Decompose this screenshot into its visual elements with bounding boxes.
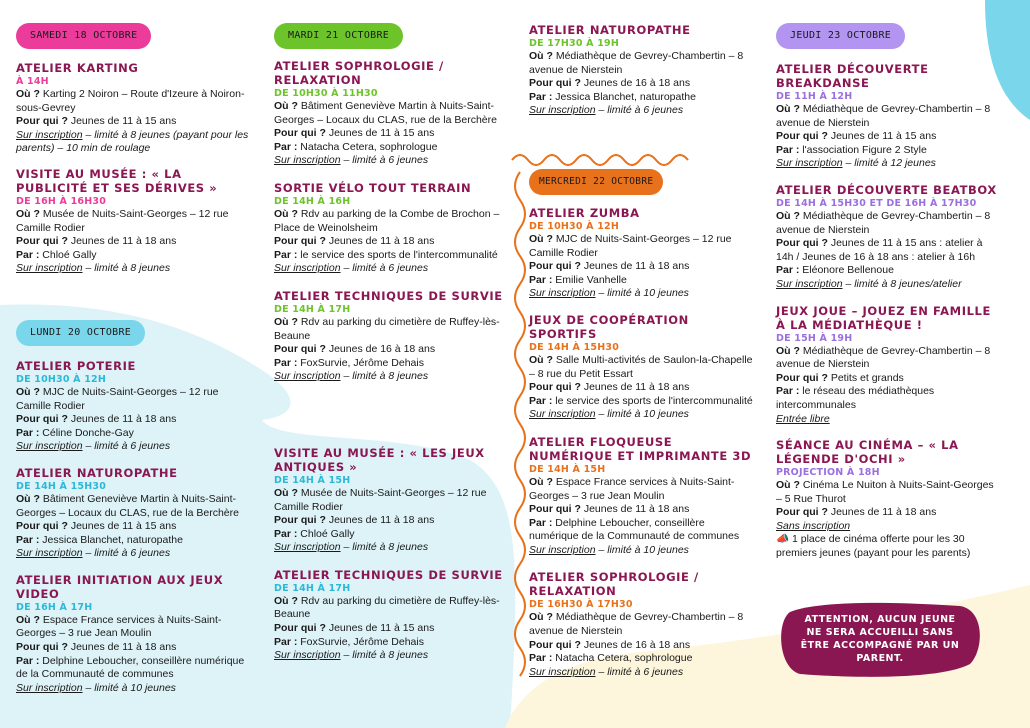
event-audience: Pour qui ? Jeunes de 11 à 15 ans <box>274 622 435 635</box>
orange-squiggle <box>515 172 525 676</box>
event-host: Par : le réseau des médiathèques intercommunales <box>776 385 935 411</box>
event-audience: Pour qui ? Jeunes de 11 à 18 ans <box>16 235 177 248</box>
day-badge-mercredi: MERCREDI 22 OCTOBRE <box>529 169 663 195</box>
event-location: Où ? Rdv au parking de la Combe de Brochon – Place de Weinolsheim <box>274 207 500 234</box>
event-time: DE 14H À 15H <box>529 463 606 475</box>
inscription-link[interactable]: Sur inscription <box>274 649 341 662</box>
event-card <box>529 435 753 558</box>
inscription-link[interactable]: Sur inscription <box>274 370 341 383</box>
event-registration: Sur inscription – limité à 10 jeunes <box>529 408 689 421</box>
event-time: À 14H <box>16 76 49 87</box>
event-audience: Pour qui ? Jeunes de 11 à 15 ans : atelier à 14h / Jeunes de 16 à 18 ans : atelier à 16h <box>776 237 983 263</box>
inscription-link[interactable]: Sur inscription <box>16 440 83 453</box>
event-card <box>274 59 506 168</box>
event-audience: Pour qui ? Jeunes de 11 à 18 ans <box>529 381 690 394</box>
event-audience: Pour qui ? Jeunes de 11 à 15 ans <box>776 130 937 143</box>
event-time: DE 15H À 19H <box>776 332 853 344</box>
event-card <box>529 313 753 422</box>
notice-text: ATTENTION, AUCUN JEUNE NE SERA ACCUEILLI SANS ÊTRE ACCOMPAGNÉ PAR UN PARENT. <box>800 614 960 664</box>
event-title: ATELIER DÉCOUVERTE BEATBOX <box>776 182 997 197</box>
event-location: Où ? Espace France services à Nuits-Saint-Georges – 3 rue Jean Moulin <box>16 613 222 640</box>
inscription-link[interactable]: Sur inscription <box>529 408 596 421</box>
event-time: DE 14H À 15H30 <box>16 480 107 492</box>
inscription-link[interactable]: Sur inscription <box>529 543 596 556</box>
day-badge-samedi: SAMEDI 18 OCTOBRE <box>16 23 151 49</box>
event-location: Où ? Bâtiment Geneviève Martin à Nuits-Saint-Georges – Locaux du CLAS, rue de la Berchère <box>274 100 497 126</box>
event-time: DE 14H À 15H <box>274 474 351 486</box>
event-audience: Pour qui ? Jeunes de 11 à 18 ans <box>529 260 690 273</box>
event-host: Par : Natacha Cetera, sophrologue <box>274 140 438 153</box>
event-location: Où ? MJC de Nuits-Saint-Georges – 12 rue Camille Rodier <box>529 232 732 259</box>
event-registration: Sur inscription – limité à 12 jeunes <box>776 157 936 170</box>
event-audience: Pour qui ? Jeunes de 11 à 18 ans <box>529 503 690 516</box>
column-3 <box>529 0 753 679</box>
event-host: Par : Delphine Leboucher, conseillère numérique de la Communauté de communes <box>16 654 245 681</box>
event-title: ATELIER ZUMBA <box>529 205 640 220</box>
event-card <box>274 289 506 384</box>
event-audience: Pour qui ? Jeunes de 11 à 18 ans <box>16 641 177 654</box>
event-registration: Sur inscription – limité à 6 jeunes <box>529 665 684 678</box>
event-card <box>776 304 998 427</box>
event-host: Par : Emilie Vanhelle <box>529 273 627 286</box>
event-host: Par : le service des sports de l'intercommunalité <box>529 394 753 407</box>
event-card <box>16 167 256 276</box>
event-location: Où ? Salle Multi-activités de Saulon-la-Chapelle – 8 rue du Petit Essart <box>529 353 753 380</box>
column-1 <box>16 0 256 695</box>
event-location: Où ? Médiathèque de Gevrey-Chambertin – 8 avenue de Nierstein <box>529 611 744 638</box>
event-registration: Sur inscription – limité à 10 jeunes <box>16 681 176 694</box>
cinema-offer-note: 📣 1 place de cinéma offerte pour les 30 premiers jeunes (payant pour les parents) <box>776 533 971 560</box>
event-host: Par : Jessica Blanchet, naturopathe <box>16 533 183 546</box>
event-registration: Sur inscription – limité à 6 jeunes <box>274 154 429 167</box>
event-card <box>776 438 998 561</box>
event-time: DE 14H À 15H30 <box>529 341 620 353</box>
event-location: Où ? Rdv au parking du cimetière de Ruffey-lès-Beaune <box>274 594 500 621</box>
event-title: ATELIER TECHNIQUES DE SURVIE <box>274 288 503 303</box>
column-4 <box>776 0 998 561</box>
event-audience: Pour qui ? Jeunes de 11 à 18 ans <box>16 413 177 426</box>
event-host: Par : Eléonore Bellenoue <box>776 264 894 277</box>
inscription-link[interactable]: Sur inscription <box>776 277 843 290</box>
event-registration <box>776 520 998 534</box>
inscription-link[interactable]: Sur inscription <box>529 104 596 117</box>
event-time: DE 14H À 17H <box>274 582 351 594</box>
event-card <box>16 466 256 561</box>
event-location: Où ? Cinéma Le Nuiton à Nuits-Saint-Georges – 5 Rue Thurot <box>776 479 994 505</box>
event-title: ATELIER DÉCOUVERTE BREAKDANSE <box>776 62 929 90</box>
event-card <box>776 183 998 292</box>
event-location: Où ? Bâtiment Geneviève Martin à Nuits-Saint-Georges – Locaux du CLAS, rue de la Berchère <box>16 492 239 519</box>
event-card <box>274 568 506 663</box>
event-audience: Pour qui ? Jeunes de 11 à 18 ans <box>274 235 435 248</box>
event-location: Où ? Espace France services à Nuits-Saint-Georges – 3 rue Jean Moulin <box>529 475 735 502</box>
inscription-link[interactable]: Sur inscription <box>274 154 341 167</box>
event-title: JEUX DE COOPÉRATION SPORTIFS <box>529 312 689 341</box>
event-time: DE 14H À 16H <box>274 195 351 207</box>
event-host: Par : Delphine Leboucher, conseillère numérique de la Communauté de communes <box>529 516 740 543</box>
event-registration: Sur inscription – limité à 6 jeunes <box>16 547 171 560</box>
event-host: Par : FoxSurvie, Jérôme Dehais <box>274 635 424 648</box>
event-card <box>529 206 753 301</box>
event-registration: Sur inscription – limité à 6 jeunes <box>529 104 684 117</box>
parent-notice <box>782 604 978 674</box>
event-location: Où ? Karting 2 Noiron – Route d'Izeure à Noiron-sous-Gevrey <box>16 88 245 114</box>
event-registration: Sur inscription – limité à 8 jeunes <box>274 649 429 662</box>
column-2 <box>274 0 506 663</box>
event-audience: Pour qui ? Petits et grands <box>776 371 904 384</box>
event-title: ATELIER POTERIE <box>16 358 136 373</box>
event-card <box>16 359 256 454</box>
event-location: Où ? MJC de Nuits-Saint-Georges – 12 rue Camille Rodier <box>16 385 219 412</box>
event-time: DE 16H À 16H30 <box>16 195 107 207</box>
day-badge-jeudi: JEUDI 23 OCTOBRE <box>776 23 905 49</box>
inscription-link[interactable]: Sur inscription <box>16 128 83 141</box>
event-registration: Sur inscription – limité à 8 jeunes <box>274 541 429 554</box>
event-location: Où ? Médiathèque de Gevrey-Chambertin – 8 avenue de Nierstein <box>776 103 991 129</box>
inscription-link[interactable]: Sur inscription <box>274 262 341 275</box>
event-audience: Pour qui ? Jeunes de 11 à 18 ans <box>274 514 435 527</box>
event-title: JEUX JOUE – JOUEZ EN FAMILLE À LA MÉDIATHÈQUE ! <box>776 303 991 332</box>
inscription-link[interactable]: Sur inscription <box>16 681 83 694</box>
event-audience: Pour qui ? Jeunes de 11 à 15 ans <box>16 520 177 533</box>
event-host: Par : le service des sports de l'intercommunalité <box>274 248 498 261</box>
event-time: DE 10H30 À 12H <box>529 220 620 232</box>
event-registration: Sur inscription – limité à 8 jeunes <box>16 262 171 275</box>
event-time: PROJECTION À 18H <box>776 467 880 479</box>
event-title: ATELIER KARTING <box>16 61 139 75</box>
event-time: DE 10H30 À 12H <box>16 373 107 385</box>
event-location: Où ? Rdv au parking du cimetière de Ruffey-lès-Beaune <box>274 315 500 342</box>
event-card <box>529 570 753 679</box>
event-audience: Pour qui ? Jeunes de 16 à 18 ans <box>529 77 691 90</box>
event-audience: Pour qui ? Jeunes de 16 à 18 ans <box>529 638 691 651</box>
event-host: Par : Chloé Gally <box>274 527 355 540</box>
entree-libre-label: Entrée libre <box>776 412 830 425</box>
event-location: Où ? Musée de Nuits-Saint-Georges – 12 rue Camille Rodier <box>16 207 229 234</box>
event-title: VISITE AU MUSÉE : « LA PUBLICITÉ ET SES DÉRIVES » <box>16 166 218 195</box>
event-registration: Sur inscription – limité à 8 jeunes/atelier <box>776 277 962 290</box>
inscription-link[interactable]: Sur inscription <box>529 287 596 300</box>
event-card <box>776 62 998 171</box>
event-audience: Pour qui ? Jeunes de 11 à 15 ans <box>274 127 435 140</box>
event-card <box>274 446 506 555</box>
event-time: DE 17H30 À 19H <box>529 38 620 49</box>
event-host: Par : Jessica Blanchet, naturopathe <box>529 90 696 103</box>
event-time: DE 14H À 15H30 ET DE 16H À 17H30 <box>776 197 977 209</box>
event-card <box>529 23 753 118</box>
inscription-link[interactable]: Sur inscription <box>16 547 83 560</box>
event-title: ATELIER SOPHROLOGIE / RELAXATION <box>529 570 699 599</box>
megaphone-icon: 📣 <box>776 533 790 546</box>
event-location: Où ? Musée de Nuits-Saint-Georges – 12 rue Camille Rodier <box>274 486 487 513</box>
event-card <box>16 61 256 156</box>
event-location: Où ? Médiathèque de Gevrey-Chambertin – 8 avenue de Nierstein <box>776 344 991 371</box>
day-badge-mardi: MARDI 21 OCTOBRE <box>274 23 403 49</box>
sans-inscription-label: Sans inscription <box>776 519 851 532</box>
event-audience: Pour qui ? Jeunes de 11 à 18 ans <box>776 506 937 519</box>
event-registration: Sur inscription – limité à 10 jeunes <box>529 543 689 556</box>
event-location: Où ? Médiathèque de Gevrey-Chambertin – 8 avenue de Nierstein <box>776 209 991 236</box>
inscription-link[interactable]: Sur inscription <box>16 262 83 275</box>
event-host: Par : l'association Figure 2 Style <box>776 143 927 156</box>
event-time: DE 10H30 À 11H30 <box>274 88 378 99</box>
event-title: ATELIER SOPHROLOGIE / RELAXATION <box>274 59 444 87</box>
event-title: ATELIER TECHNIQUES DE SURVIE <box>274 567 503 582</box>
event-time: DE 16H À 17H <box>16 601 93 613</box>
event-time: DE 14H À 17H <box>274 303 351 315</box>
event-audience: Pour qui ? Jeunes de 11 à 15 ans <box>16 115 177 128</box>
event-registration: Sur inscription – limité à 8 jeunes (payant pour les parents) – 10 min de roulage <box>16 128 249 155</box>
event-card <box>274 181 506 276</box>
event-host: Par : FoxSurvie, Jérôme Dehais <box>274 356 424 369</box>
event-time: DE 11H À 12H <box>776 91 853 102</box>
event-registration: Sur inscription – limité à 6 jeunes <box>274 262 429 275</box>
inscription-link[interactable]: Sur inscription <box>529 665 596 678</box>
event-title: SORTIE VÉLO TOUT TERRAIN <box>274 180 472 195</box>
event-location: Où ? Médiathèque de Gevrey-Chambertin – 8 avenue de Nierstein <box>529 50 744 76</box>
event-registration: Sur inscription – limité à 10 jeunes <box>529 287 689 300</box>
inscription-link[interactable]: Sur inscription <box>274 541 341 554</box>
event-title: ATELIER FLOQUEUSE NUMÉRIQUE ET IMPRIMANTE 3D <box>529 434 752 463</box>
event-host: Par : Chloé Gally <box>16 248 97 261</box>
event-title: VISITE AU MUSÉE : « LES JEUX ANTIQUES » <box>274 445 485 474</box>
event-registration: Sur inscription – limité à 8 jeunes <box>274 370 429 383</box>
event-title: ATELIER NATUROPATHE <box>529 23 691 37</box>
event-title: ATELIER NATUROPATHE <box>16 465 178 480</box>
event-card <box>16 573 256 696</box>
event-time: DE 16H30 À 17H30 <box>529 599 633 611</box>
event-audience: Pour qui ? Jeunes de 16 à 18 ans <box>274 343 436 356</box>
event-host: Par : Natacha Cetera, sophrologue <box>529 652 693 665</box>
day-badge-lundi: LUNDI 20 OCTOBRE <box>16 320 145 346</box>
event-title: SÉANCE AU CINÉMA – « LA LÉGENDE D'OCHI » <box>776 438 959 467</box>
event-registration <box>776 413 998 427</box>
event-host: Par : Céline Donche-Gay <box>16 426 134 439</box>
inscription-link[interactable]: Sur inscription <box>776 157 843 170</box>
event-title: ATELIER INITIATION AUX JEUX VIDEO <box>16 572 224 601</box>
event-registration: Sur inscription – limité à 6 jeunes <box>16 440 171 453</box>
